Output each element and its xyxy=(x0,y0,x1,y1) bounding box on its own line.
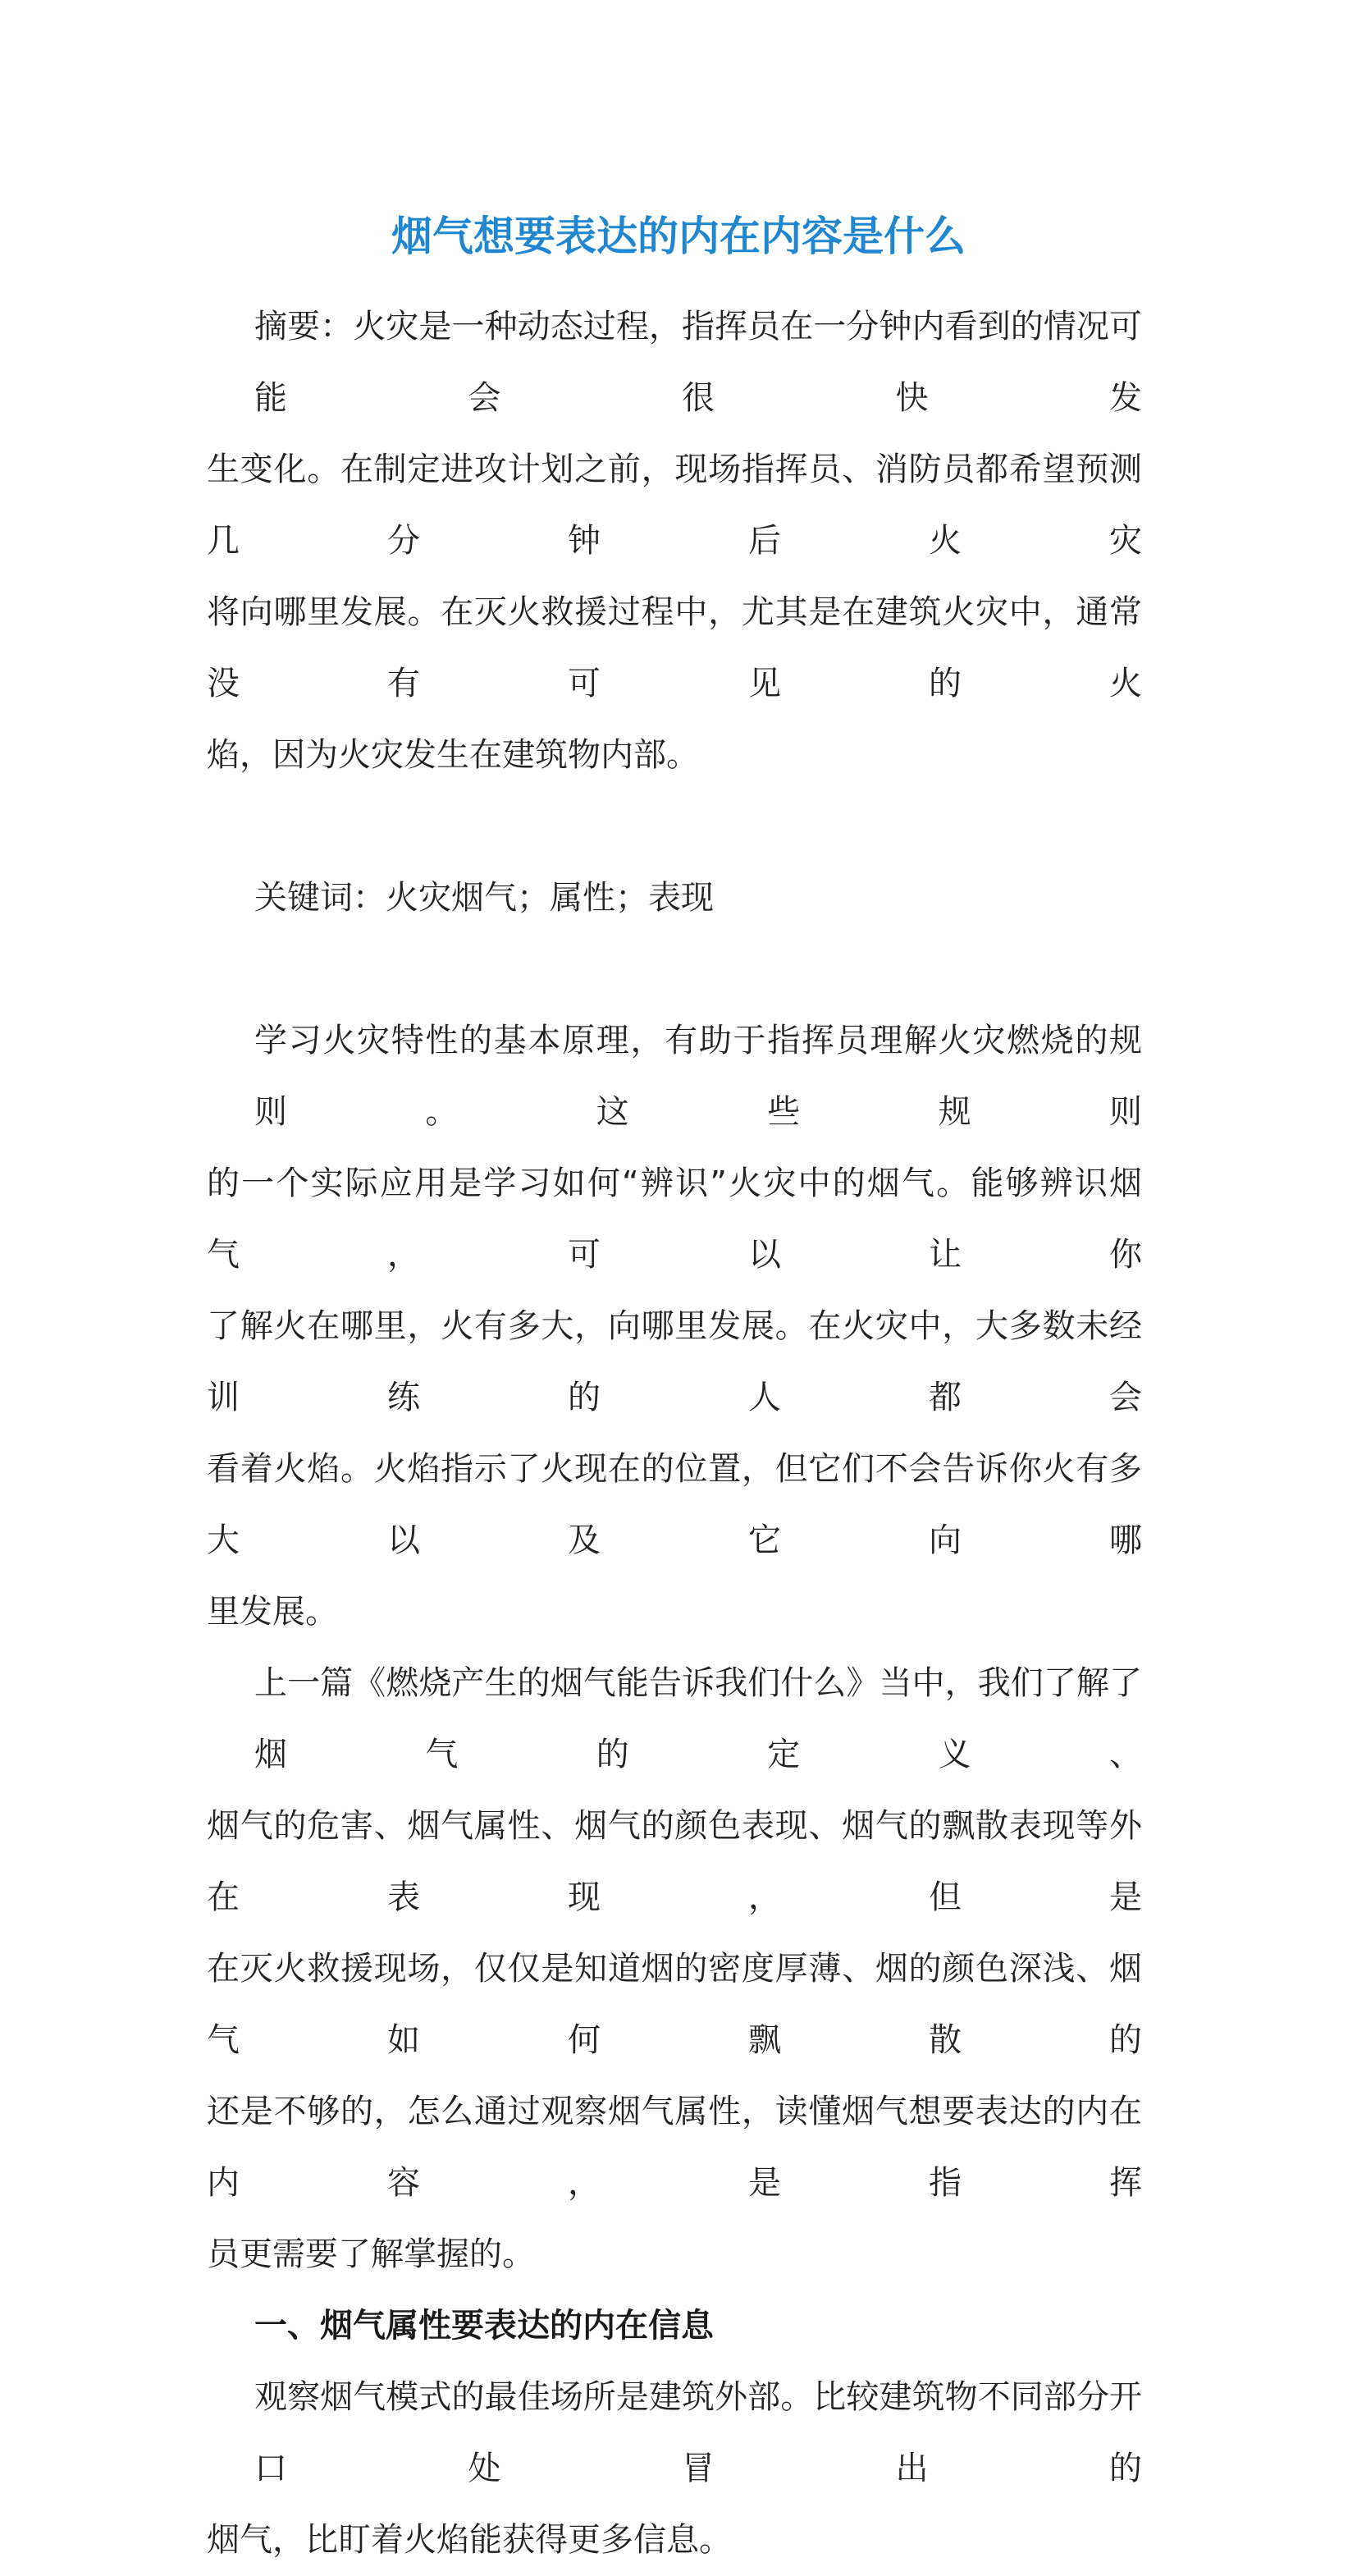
paragraph-1 xyxy=(207,1005,1142,1648)
document-body xyxy=(207,291,1142,2576)
text-line: 了解火在哪里，火有多大，向哪里发展。在火灾中，大多数未经训练的人都会 xyxy=(207,1307,1142,1416)
paragraph-2 xyxy=(207,1648,1142,2290)
text-line: 摘要：火灾是一种动态过程，指挥员在一分钟内看到的情况可能会很快发 xyxy=(254,308,1142,417)
paragraph-3 xyxy=(207,2362,1142,2576)
keywords: 关键词：火灾烟气；属性；表现 xyxy=(254,879,714,917)
document-title: 烟气想要表达的内在内容是什么 xyxy=(391,213,966,260)
text-line: 烟气，比盯着火焰能获得更多信息。 xyxy=(207,2521,732,2559)
spacer xyxy=(207,934,1142,1005)
text-line: 的一个实际应用是学习如何“辨识”火灾中的烟气。能够辨识烟气，可以让你 xyxy=(207,1164,1142,1274)
text-line: 烟气的危害、烟气属性、烟气的颜色表现、烟气的飘散表现等外在表现，但是 xyxy=(207,1807,1142,1916)
section-heading: 一、烟气属性要表达的内在信息 xyxy=(254,2307,714,2345)
spacer xyxy=(207,791,1142,862)
text-line: 生变化。在制定进攻计划之前，现场指挥员、消防员都希望预测几分钟后火灾 xyxy=(207,451,1142,560)
text-line: 员更需要了解掌握的。 xyxy=(207,2235,535,2273)
text-line: 观察烟气模式的最佳场所是建筑外部。比较建筑物不同部分开口处冒出的 xyxy=(254,2378,1142,2487)
text-line: 还是不够的，怎么通过观察烟气属性，读懂烟气想要表达的内在内容，是指挥 xyxy=(207,2093,1142,2202)
text-line: 里发展。 xyxy=(207,1593,338,1631)
text-line: 看着火焰。火焰指示了火现在的位置，但它们不会告诉你火有多大以及它向哪 xyxy=(207,1450,1142,1559)
text-line: 焰，因为火灾发生在建筑物内部。 xyxy=(207,736,699,774)
text-line: 上一篇《燃烧产生的烟气能告诉我们什么》当中，我们了解了烟气的定义、 xyxy=(254,1664,1142,1773)
text-line: 在灭火救援现场，仅仅是知道烟的密度厚薄、烟的颜色深浅、烟气如何飘散的 xyxy=(207,1950,1142,2059)
abstract-paragraph xyxy=(207,291,1142,791)
text-line: 学习火灾特性的基本原理，有助于指挥员理解火灾燃烧的规则。这些规则 xyxy=(254,1022,1142,1131)
text-line: 将向哪里发展。在灭火救援过程中，尤其是在建筑火灾中，通常没有可见的火 xyxy=(207,593,1142,702)
